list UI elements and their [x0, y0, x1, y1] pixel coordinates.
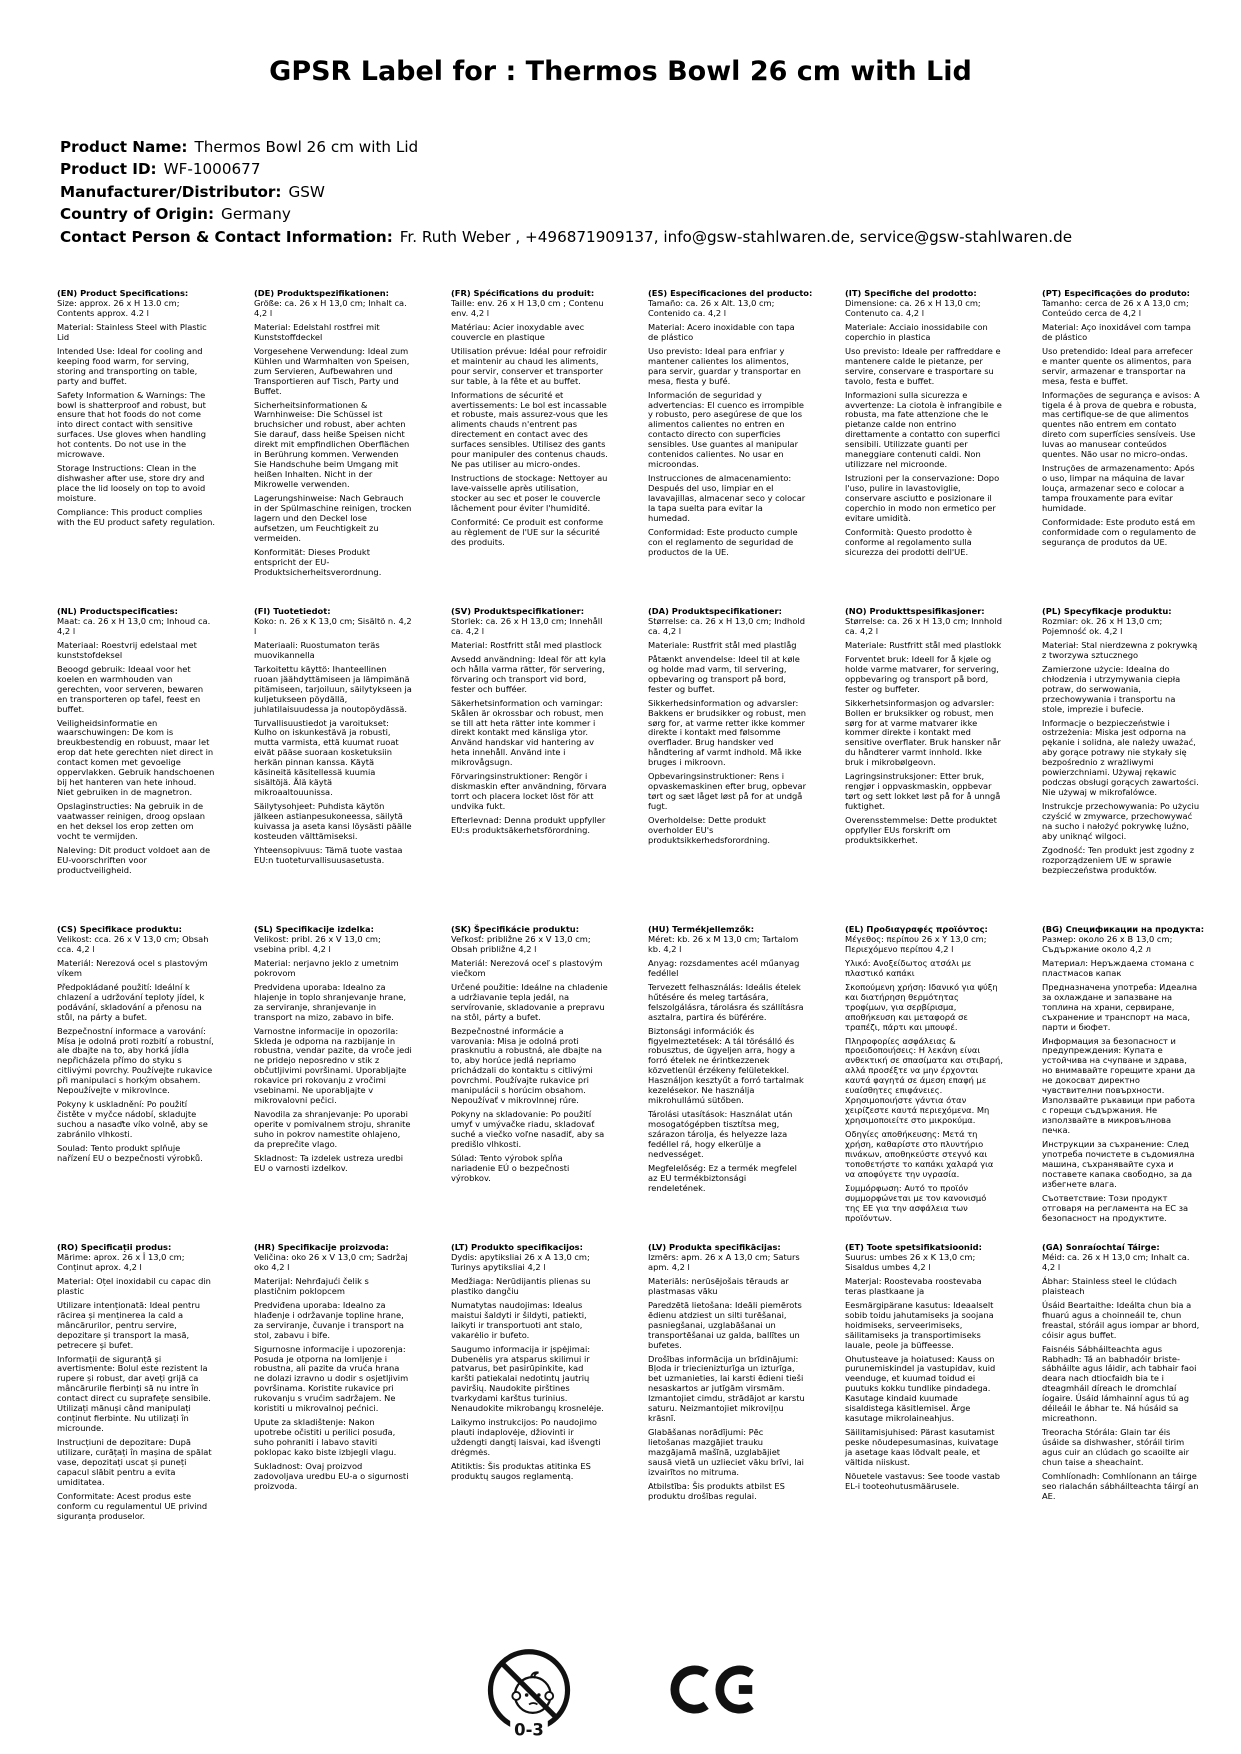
language-block-ga — [1042, 1243, 1200, 1561]
block-paragraph: Instrucciones de almacenamiento: Después del uso, limpiar en el lavavajillas, almacenar seco y colocar la tapa suelta para evitar la humedad. — [648, 473, 806, 524]
block-paragraph: Instruções de armazenamento: Após o uso, limpar na máquina de lavar louça, armazenar seco e colocar a tampa frouxamente para evitar humidade. — [1042, 463, 1195, 514]
block-paragraph: Tamanho: cerca de 26 x A 13,0 cm; Conteúdo cerca de 4,2 l — [1042, 297, 1189, 318]
block-paragraph: Material: Aço inoxidável com tampa de plástico — [1042, 321, 1191, 342]
block-paragraph: Materiale: Acciaio inossidabile con coperchio in plastica — [845, 321, 988, 342]
block-paragraph: Conformidad: Este producto cumple con el reglamento de seguridad de productos de la UE. — [648, 526, 798, 557]
block-title: (DE) Produktspezifikationen: — [254, 288, 389, 298]
block-title: (HU) Termékjellemzők: — [648, 924, 755, 934]
product-info-label: Contact Person & Contact Information: — [60, 227, 393, 246]
block-paragraph: Informazioni sulla sicurezza e avvertenze: La ciotola è infrangibile e robusta, ma fate attenzione che le pietanze calde non entrino direttamente a contatto con superfici sensibili. Utilizzate guanti per maneggiare contenuti caldi. Non utilizzare nel microonde. — [845, 389, 1002, 470]
block-paragraph: Turvallisuustiedot ja varoitukset: Kulho on iskunkestävä ja robusti, mutta varmista, että kuumat ruoat eivät pääse suoraan kosketuksiin herkän pinnan kanssa. Käytä käsineitä käsitellessä kuumia sisältöjä. Älä käytä mikroaaltouunissa. — [254, 717, 399, 798]
block-paragraph: Paredzētā lietošana: Ideāli piemērots ēdienu atdziest un silti turēšanai, pasniegšanai, uzglabāšanai un transportēšanai uz galda, ballītes un bufetes. — [648, 1299, 802, 1350]
language-block-sl — [254, 925, 412, 1243]
product-info-value: Fr. Ruth Weber , +496871909137, info@gsw-stahlwaren.de, service@gsw-stahlwaren.de — [399, 227, 1073, 246]
block-paragraph: Μέγεθος: περίπου 26 x Υ 13,0 cm; Περιεχόμενο περίπου 4,2 l — [845, 933, 987, 954]
block-paragraph: Tervezett felhasználás: Ideális ételek hűtésére és meleg tartására, felszolgálásra, tárolásra és szállításra asztalra, partira és büférére. — [648, 981, 804, 1022]
block-title: (GA) Sonraíochtaí Táirge: — [1042, 1242, 1160, 1252]
block-title: (SK) Špecifikácie produktu: — [451, 924, 580, 934]
block-paragraph: Utilizare intenționată: Ideal pentru răcirea și menținerea la cald a mâncărurilor, pentru servire, depozitare și transport la masă, petrecere și bufet. — [57, 1299, 200, 1350]
block-title: (PT) Especificações do produto: — [1042, 288, 1190, 298]
block-paragraph: Varnostne informacije in opozorila: Skleda je odporna na razbijanje in robustna, vendar pazite, da vroče jedi ne pridejo neposredno v stik z občutljivimi površinami. Uporabljajte rokavice pri rokovanju z vročimi vsebinami. Ne uporabljajte v mikrovalovni pečici. — [254, 1025, 412, 1106]
block-paragraph: Material: Edelstahl rostfrei mit Kunststoffdeckel — [254, 321, 380, 342]
block-paragraph: Material: Stainless Steel with Plastic Lid — [57, 321, 207, 342]
block-paragraph: Σκοπούμενη χρήση: Ιδανικό για ψύξη και διατήρηση θερμότητας τροφίμων, για σερβίρισμα, αποθήκευση και μεταφορά σε τραπέζι, πάρτι και μπουφέ. — [845, 981, 998, 1032]
block-paragraph: Sukladnost: Ovaj proizvod zadovoljava uredbu EU-a o sigurnosti proizvoda. — [254, 1461, 409, 1491]
product-info-value: GSW — [288, 182, 325, 201]
block-paragraph: Предназначена употреба: Идеална за охлаждане и запазване на топлина на храни, сервиране, съхранение и транспорт на маса, парти и бюфет. — [1042, 981, 1198, 1032]
product-info-label: Product ID: — [60, 160, 157, 179]
block-title: (NL) Productspecificaties: — [57, 606, 178, 616]
block-paragraph: Sigurnosne informacije i upozorenja: Posuda je otporna na lomljenje i robustna, ali pazite da vruća hrana ne dolazi izravno u dodir s osjetljivim površinama. Koristite rukavice pri rukovanju s vrućim sadržajem. Ne koristiti u mikrovalnoj pećnici. — [254, 1343, 409, 1414]
block-paragraph: Vorgesehene Verwendung: Ideal zum Kühlen und Warmhalten von Speisen, zum Servieren, Aufbewahren und Transportieren auf Tisch, Party und Buffet. — [254, 345, 410, 396]
block-paragraph: Tarkoitettu käyttö: Ihanteellinen ruoan jäähdyttämiseen ja lämpimänä pitämiseen, tarjoiluun, säilytykseen ja kuljetukseen pöydällä, juhlatilaisuudessa ja noutopöydässä. — [254, 663, 412, 714]
ce-mark-icon — [668, 1651, 760, 1728]
block-paragraph: Utilisation prévue: Idéal pour refroidir et maintenir au chaud les aliments, pour servir, conserver et transporter sur table, à la fête et au buffet. — [451, 345, 607, 386]
block-paragraph: Dydis: apytiksliai 26 x A 13,0 cm; Turinys apytiksliai 4,2 l — [451, 1251, 590, 1272]
block-paragraph: Maat: ca. 26 x H 13,0 cm; Inhoud ca. 4,2 l — [57, 615, 211, 636]
language-block-sk — [451, 925, 609, 1243]
language-block-el — [845, 925, 1003, 1243]
block-paragraph: Drošības informācija un brīdinājumi: Bļoda ir triecienizturīga un izturīga, bet uzmanieties, lai karsti ēdieni tieši nesaskartos ar jutīgām virsmām. Izmantojiet cimdu, strādājot ar karstu saturu. Neizmantojiet mikroviļņu krāsnī. — [648, 1353, 805, 1424]
language-block-et — [845, 1243, 1003, 1561]
block-title: (HR) Specifikacije proizvoda: — [254, 1242, 389, 1252]
block-paragraph: Předpokládané použití: Ideální k chlazení a udržování teploty jídel, k podávání, skladování a přenosu na stůl, na párty a bufet. — [57, 981, 205, 1022]
block-paragraph: Megfelelőség: Ez a termék megfelel az EU termékbiztonsági rendeletének. — [648, 1162, 797, 1193]
block-paragraph: Matériau: Acier inoxydable avec couvercle en plastique — [451, 321, 585, 342]
block-paragraph: Glabāšanas norādījumi: Pēc lietošanas mazgājiet trauku mazgājamā mašīnā, uzglabājiet sausā vietā un uzlieciet vāku brīvi, lai izvairītos no mitruma. — [648, 1427, 804, 1478]
language-block-bg — [1042, 924, 1205, 1243]
block-paragraph: Συμμόρφωση: Αυτό το προϊόν συμμορφώνεται με τον κανονισμό της ΕΕ για την ασφάλεια των προϊόντων. — [845, 1182, 987, 1223]
block-paragraph: Υλικό: Ανοξείδωτος ατσάλι με πλαστικό καπάκι — [845, 957, 972, 978]
block-paragraph: Uso previsto: Ideale per raffreddare e mantenere calde le pietanze, per servire, conservare e trasportare su tavolo, festa e buffet. — [845, 345, 1001, 386]
page-title: GPSR Label for : Thermos Bowl 26 cm with Lid — [269, 56, 972, 87]
block-paragraph: Numatytas naudojimas: Idealus maistui šaldyti ir šildyti, patiekti, laikyti ir transportuoti ant stalo, vakarėlio ir bufeto. — [451, 1299, 587, 1340]
block-title: (FR) Spécifications du produit: — [451, 288, 595, 298]
block-paragraph: Sicherheitsinformationen & Warnhinweise: Die Schüssel ist bruchsicher und robust, aber achten Sie darauf, dass heiße Speisen nicht direkt mit empfindlichen Oberflächen in Berührung kommen. Verwenden Sie Handschuhe beim Umgang mit heißen Inhalten. Nicht in der Mikrowelle verwenden. — [254, 399, 410, 490]
block-title: (DA) Produktspecifikationer: — [648, 606, 782, 616]
block-paragraph: Tamaño: ca. 26 x Alt. 13,0 cm; Contenido ca. 4,2 l — [648, 297, 775, 318]
block-paragraph: Pokyny k uskladnění: Po použití čistěte v myčce nádobí, skladujte suchou a nasaďte víko volně, aby se zabránilo vlhkosti. — [57, 1099, 208, 1140]
block-paragraph: Yhteensopivuus: Tämä tuote vastaa EU:n tuoteturvallisuusasetusta. — [254, 844, 403, 865]
block-title: (SL) Specifikacije izdelka: — [254, 924, 374, 934]
block-title: (LV) Produkta specifikācijas: — [648, 1242, 781, 1252]
block-paragraph: Safety Information & Warnings: The bowl is shatterproof and robust, but ensure that hot foods do not come into direct contact with sensitive surfaces. Use gloves when handling hot contents. Do not use in the microwave. — [57, 389, 207, 460]
block-paragraph: Size: approx. 26 x H 13.0 cm; Contents approx. 4.2 l — [57, 297, 180, 318]
block-paragraph: Größe: ca. 26 x H 13,0 cm; Inhalt ca. 4,2 l — [254, 297, 407, 318]
language-block-de — [254, 289, 412, 607]
product-info-label: Manufacturer/Distributor: — [60, 182, 282, 201]
block-paragraph: Overholdelse: Dette produkt overholder EU's produktsikkerhedsforordning. — [648, 815, 770, 846]
product-info-row — [60, 203, 1072, 225]
block-paragraph: Opslaginstructies: Na gebruik in de vaatwasser reinigen, droog opslaan en het deksel los erop zetten om vocht te vermijden. — [57, 801, 206, 842]
block-paragraph: Conformitate: Acest produs este conform cu regulamentul UE privind siguranța produselor. — [57, 1490, 208, 1521]
language-block-it — [845, 289, 1003, 607]
block-paragraph: Conformidade: Este produto está em conformidade com o regulamento de segurança de produtos da UE. — [1042, 517, 1197, 547]
block-paragraph: Informații de siguranță și avertismente: Bolul este rezistent la rupere și robust, dar aveți grijă ca mâncărurile fierbinți să nu intre în contact direct cu suprafețe sensibile. Utilizați mănuși când manipulați conținut fierbinte. Nu utilizați în microunde. — [57, 1353, 211, 1434]
block-paragraph: Uso pretendido: Ideal para arrefecer e manter quente os alimentos, para servir, armazenar e transportar na mesa, festa e buffet. — [1042, 345, 1193, 386]
block-paragraph: Naleving: Dit product voldoet aan de EU-voorschriften voor productveiligheid. — [57, 844, 211, 875]
language-block-hr — [254, 1243, 412, 1561]
language-block-pl — [1042, 607, 1200, 925]
product-info-row — [60, 181, 1072, 203]
block-paragraph: Intended Use: Ideal for cooling and keeping food warm, for serving, storing and transporting on table, party and buffet. — [57, 345, 203, 386]
block-paragraph: Säilitamisjuhised: Pärast kasutamist peske nõudepesumasinas, kuivatage ja asetage kaas lõdvalt peale, et vältida niiskust. — [845, 1427, 999, 1468]
block-paragraph: Materijal: Nehrđajući čelik s plastičnim poklopcem — [254, 1275, 369, 1296]
block-paragraph: Eesmärgipärane kasutus: Ideaalselt sobib toidu jahutamiseks ja soojana hoidmiseks, serveerimiseks, säilitamiseks ja transportimiseks lauale, peole ja büffeesse. — [845, 1299, 994, 1350]
block-paragraph: Zamierzone użycie: Idealna do chłodzenia i utrzymywania ciepła potraw, do serwowania, przechowywania i transportu na stole, imprezie i bufecie. — [1042, 663, 1181, 714]
block-paragraph: Uso previsto: Ideal para enfriar y mantener calientes los alimentos, para servir, guardar y transportar en mesa, fiesta y bufé. — [648, 345, 801, 386]
language-block-en — [57, 289, 215, 607]
block-paragraph: Material: Acero inoxidable con tapa de plástico — [648, 321, 795, 342]
block-title: (BG) Спецификации на продукта: — [1042, 924, 1205, 934]
block-title: (IT) Specifiche del prodotto: — [845, 288, 977, 298]
block-paragraph: Upute za skladištenje: Nakon upotrebe očistiti u perilici posuđa, suho pohraniti i labavo staviti poklopac kako biste izbjegli vlagu. — [254, 1417, 397, 1458]
block-title: (RO) Specificații produs: — [57, 1242, 172, 1252]
block-paragraph: Sikkerhetsinformasjon og advarsler: Bollen er bruksikker og robust, men sørg for at varme matvarer ikke kommer direkte i kontakt med sensitive overflater. Bruk hansker når du håndterer varmt innhold. Ikke bruk i mikrobølgeovn. — [845, 697, 1001, 768]
product-info-value: Thermos Bowl 26 cm with Lid — [194, 138, 419, 156]
block-title: (ES) Especificaciones del producto: — [648, 288, 813, 298]
product-info-label: Product Name: — [60, 138, 188, 156]
block-paragraph: Materiaal: Roestvrij edelstaal met kunststofdeksel — [57, 639, 197, 660]
block-title: (FI) Tuotetiedot: — [254, 606, 331, 616]
block-paragraph: Určené použitie: Ideálne na chladenie a udržiavanie tepla jedál, na servírovanie, skladovanie a prepravu na stôl, párty a bufet. — [451, 981, 608, 1022]
block-paragraph: Οδηγίες αποθήκευσης: Μετά τη χρήση, καθαρίστε στο πλυντήριο πινάκων, αποθηκεύστε στεγνό και τοποθετήστε το καπάκι χαλαρά για να αποφύγετε την υγρασία. — [845, 1129, 994, 1179]
block-paragraph: Storage Instructions: Clean in the dishwasher after use, store dry and place the lid loosely on top to avoid moisture. — [57, 463, 206, 504]
block-paragraph: Méid: ca. 26 x H 13,0 cm; Inhalt ca. 4,2 l — [1042, 1251, 1190, 1272]
block-paragraph: Velikost: cca. 26 x V 13,0 cm; Obsah cca. 4,2 l — [57, 933, 209, 954]
block-title: (SV) Produktspecifikationer: — [451, 606, 585, 616]
block-paragraph: Veličina: oko 26 x V 13,0 cm; Sadržaj oko 4,2 l — [254, 1251, 408, 1272]
product-info-section — [60, 136, 1072, 248]
block-paragraph: Comhlíonadh: Comhlíonann an táirge seo rialachán sábháilteachta táirgí an AE. — [1042, 1471, 1199, 1501]
block-title: (EN) Product Specifications: — [57, 288, 189, 298]
block-paragraph: Overensstemmelse: Dette produktet oppfyller EUs forskrift om produktsikkerhet. — [845, 815, 997, 846]
language-block-cs — [57, 925, 215, 1243]
block-paragraph: Predvidena uporaba: Idealno za hlajenje in toplo shranjevanje hrane, za serviranje, shranjevanje in transport na mizo, zabavo in bife. — [254, 981, 406, 1022]
block-paragraph: Rozmiar: ok. 26 x H 13,0 cm; Pojemność ok. 4,2 l — [1042, 615, 1163, 636]
block-paragraph: Avsedd användning: Ideal för att kyla och hålla varma rätter, för servering, förvaring och transport vid bord, fester och bufféer. — [451, 653, 607, 694]
block-paragraph: Størrelse: ca. 26 x H 13,0 cm; Innhold ca. 4,2 l — [845, 615, 1002, 636]
block-title: (EL) Προδιαγραφές προϊόντος: — [845, 924, 988, 934]
not-for-children-0-3-icon — [482, 1645, 576, 1745]
language-blocks-grid — [57, 288, 1205, 1561]
block-paragraph: Informacje o bezpieczeństwie i ostrzeżenia: Miska jest odporna na pękanie i solidna, ale należy uważać, aby gorące potrawy nie stykały się bezpośrednio z wrażliwymi powierzchniami. Używaj rękawic podczas obsługi gorących zawartości. Nie używaj w mikrofalówce. — [1042, 717, 1199, 798]
language-block-nl — [57, 607, 215, 925]
block-title: (PL) Specyfikacje produktu: — [1042, 606, 1172, 616]
block-paragraph: Инструкции за съхранение: След употреба почистете в съдомиялна машина, съхранявайте суха и поставете капака свободно, за да избегнете влага. — [1042, 1139, 1195, 1189]
block-paragraph: Lagringsinstruksjoner: Etter bruk, rengjør i oppvaskmaskin, oppbevar tørt og sett lokket løst på for å unngå fuktighet. — [845, 771, 1001, 812]
block-paragraph: Atitiktis: Šis produktas atitinka ES produktų saugos reglamentą. — [451, 1461, 591, 1482]
block-paragraph: Informations de sécurité et avertissements: Le bol est incassable et robuste, mais assurez-vous que les aliments chauds n'entrent pas directement en contact avec des surfaces sensibles. Utilisez des gants pour manipuler des contenus chauds. Ne pas utiliser au micro-ondes. — [451, 389, 608, 470]
block-paragraph: Velikost: pribl. 26 x V 13,0 cm; vsebina pribl. 4,2 l — [254, 933, 381, 954]
compliance-icons-row — [0, 1645, 1241, 1745]
block-paragraph: Soulad: Tento produkt splňuje nařízení EU o bezpečnosti výrobků. — [57, 1143, 203, 1164]
product-info-row — [60, 226, 1072, 248]
block-paragraph: Izmērs: apm. 26 x A 13,0 cm; Saturs apm. 4,2 l — [648, 1251, 800, 1272]
block-paragraph: Anyag: rozsdamentes acél műanyag fedéllel — [648, 957, 800, 978]
language-block-sv — [451, 607, 609, 925]
block-paragraph: Instrucțiuni de depozitare: După utilizare, curățați în mașina de spălat vase, depozitați uscat și puneți capacul slăbit pentru a evita umiditatea. — [57, 1437, 212, 1487]
product-info-row — [60, 158, 1072, 180]
block-paragraph: Información de seguridad y advertencias: El cuenco es irrompible y robusto, pero asegúrese de que los alimentos calientes no entren en contacto directo con superficies sensibles. Use guantes al manipular contenidos calientes. No usar en microondas. — [648, 389, 805, 470]
block-paragraph: Beoogd gebruik: Ideaal voor het koelen en warmhouden van gerechten, voor serveren, bewaren en transporteren op tafel, feest en buffet. — [57, 663, 204, 714]
block-paragraph: Navodila za shranjevanje: Po uporabi operite v pomivalnem stroju, shranite suho in pokrov namestite ohlajeno, da preprečite vlago. — [254, 1109, 411, 1150]
block-paragraph: Säkerhetsinformation och varningar: Skålen är okrossbar och robust, men se till att heta rätter inte kommer i direkt kontakt med känsliga ytor. Använd handskar vid hantering av heta innehåll. Använd inte i mikrovågsugn. — [451, 697, 604, 768]
block-paragraph: Mărime: aprox. 26 x Î 13,0 cm; Conținut aprox. 4,2 l — [57, 1251, 185, 1272]
age-range-label: 0-3 — [513, 1720, 544, 1740]
block-paragraph: Skladnost: Ta izdelek ustreza uredbi EU o varnosti izdelkov. — [254, 1153, 404, 1173]
block-paragraph: Suurus: umbes 26 x K 13,0 cm; Sisaldus umbes 4,2 l — [845, 1251, 976, 1272]
block-paragraph: Bezpečnostné informácie a varovania: Misa je odolná proti prasknutiu a robustná, ale dbajte na to, aby horúce jedlá nepriamo prichádzali do kontaktu s citlivými povrchmi. Používajte rukavice pri manipulácii s horúcim obsahom. Nepoužívať v mikrovlnnej rúre. — [451, 1025, 602, 1106]
block-paragraph: Material: Oțel inoxidabil cu capac din plastic — [57, 1275, 211, 1296]
language-block-lt — [451, 1243, 609, 1561]
block-paragraph: Medžiaga: Nerūdijantis plienas su plastiko dangčiu — [451, 1275, 591, 1296]
block-paragraph: Instrukcje przechowywania: Po użyciu czyścić w zmywarce, przechowywać na sucho i nałożyć pokrywkę luźno, aby uniknąć wilgoci. — [1042, 801, 1200, 842]
block-paragraph: Méret: kb. 26 x M 13,0 cm; Tartalom kb. 4,2 l — [648, 933, 799, 954]
product-info-value: Germany — [221, 205, 291, 224]
block-paragraph: Materiale: Rustfrit stål med plastlåg — [648, 639, 797, 650]
block-paragraph: Størrelse: ca. 26 x H 13,0 cm; Indhold ca. 4,2 l — [648, 615, 805, 636]
block-paragraph: Съответствие: Този продукт отговаря на регламента на ЕС за безопасност на продуктите. — [1042, 1192, 1189, 1223]
block-paragraph: Konformität: Dieses Produkt entspricht der EU-Produktsicherheitsverordnung. — [254, 546, 382, 577]
block-paragraph: Instructions de stockage: Nettoyer au lave-vaisselle après utilisation, stocker au sec et poser le couvercle lâchement pour éviter l'humidité. — [451, 473, 608, 514]
block-paragraph: Compliance: This product complies with the EU product safety regulation. — [57, 507, 216, 528]
block-paragraph: Treoracha Stórála: Glain tar éis úsáide sa dishwasher, stóráil tirim agus cuir an clúdach go scaoilte air chun taise a sheachaint. — [1042, 1427, 1190, 1468]
block-paragraph: Информация за безопасност и предупреждения: Купата е устойчива на счупване и здрава, но внимавайте горещите храни да не докосват директно чувствителни повърхности. Използвайте ръкавици при работа с горещи съдържания. Не използвайте в микровълнова печка. — [1042, 1035, 1196, 1136]
block-paragraph: Zgodność: Ten produkt jest zgodny z rozporządzeniem UE w sprawie bezpieczeństwa produktów. — [1042, 844, 1195, 875]
block-paragraph: Predviđena uporaba: Idealno za hlađenje i održavanje topline hrane, za serviranje, čuvanje i transport na stol, zabavu i bife. — [254, 1299, 404, 1340]
block-paragraph: Materjal: Roostevaba roostevaba teras plastkaane ja — [845, 1275, 982, 1296]
block-paragraph: Lagerungshinweise: Nach Gebrauch in der Spülmaschine reinigen, trocken lagern und den Deckel lose aufsetzen, um Feuchtigkeit zu vermeiden. — [254, 493, 412, 543]
block-paragraph: Súlad: Tento výrobok spĺňa nariadenie EÚ o bezpečnosti výrobkov. — [451, 1153, 570, 1183]
block-paragraph: Ábhar: Stainless steel le clúdach plaisteach — [1042, 1275, 1177, 1296]
product-info-value: WF-1000677 — [163, 160, 261, 179]
block-paragraph: Conformità: Questo prodotto è conforme al regolamento sulla sicurezza dei prodotti dell'UE. — [845, 526, 972, 557]
block-paragraph: Opbevaringsinstruktioner: Rens i opvaskemaskinen efter brug, opbevar tørt og sæt låget løst på for at undgå fugt. — [648, 771, 807, 812]
language-block-no — [845, 607, 1003, 925]
block-paragraph: Materiale: Rustfritt stål med plastlokk — [845, 639, 1002, 650]
language-block-hu — [648, 925, 806, 1243]
block-paragraph: Dimensione: ca. 26 x H 13,0 cm; Contenuto ca. 4,2 l — [845, 297, 981, 318]
block-paragraph: Úsáid Beartaithe: Ideálta chun bia a fhuarú agus a choinneáil te, chun freastal, stóráil agus iompar ar bhord, cóisir agus buffet. — [1042, 1299, 1200, 1340]
block-title: (LT) Produkto specifikacijos: — [451, 1242, 583, 1252]
block-paragraph: Istruzioni per la conservazione: Dopo l'uso, pulire in lavastoviglie, conservare asciutto e posizionare il coperchio in modo non ermetico per evitare umidità. — [845, 473, 1000, 524]
block-paragraph: Sikkerhedsinformation og advarsler: Bakkens er brudsikker og robust, men sørg for, at varme retter ikke kommer direkte i kontakt med følsomme overflader. Brug handsker ved håndtering af varmt indhold. Må ikke bruges i mikroovn. — [648, 697, 806, 768]
block-paragraph: Pokyny na skladovanie: Po použití umyť v umývačke riadu, skladovať suché a viečko voľne nasadiť, aby sa predišlo vlhkosti. — [451, 1109, 605, 1150]
product-info-label: Country of Origin: — [60, 205, 215, 224]
block-paragraph: Nõuetele vastavus: See toode vastab EL-i tooteohutusmäärusele. — [845, 1471, 1001, 1491]
block-paragraph: Материал: Неръждаема стомана с пластмасов капак — [1042, 957, 1195, 978]
block-paragraph: Material: Rostfritt stål med plastlock — [451, 639, 602, 650]
block-paragraph: Storlek: ca. 26 x H 13,0 cm; Innehåll ca. 4,2 l — [451, 615, 603, 636]
language-block-pt — [1042, 289, 1200, 607]
block-paragraph: Ohutusteave ja hoiatused: Kauss on purunemiskindel ja vastupidav, kuid veenduge, et kuumad toidud ei puutuks kokku tundlike pindadega. Kasutage kindaid kuumade sisaldistega käsitlemisel. Ärge kasutage mikrolaineahjus. — [845, 1353, 996, 1424]
block-paragraph: Laikymo instrukcijos: Po naudojimo plauti indaplovėje, džiovinti ir uždengti dangtį laisvai, kad išvengti drėgmės. — [451, 1417, 601, 1458]
block-paragraph: Bezpečnostní informace a varování: Mísa je odolná proti rozbití a robustní, ale dbajte na to, aby horká jídla nepřicházela přímo do styku s citlivými povrchy. Používejte rukavice při manipulaci s horkým obsahem. Nepoužívejte v mikrovlnce. — [57, 1025, 214, 1096]
block-paragraph: Размер: около 26 x В 13,0 cm; Съдържание около 4,2 л — [1042, 933, 1173, 954]
block-paragraph: Taille: env. 26 x H 13,0 cm ; Contenu env. 4,2 l — [451, 297, 604, 318]
block-paragraph: Påtænkt anvendelse: Ideel til at køle og holde mad varm, til servering, opbevaring og transport på bord, fester og buffet. — [648, 653, 800, 694]
block-paragraph: Forventet bruk: Ideell for å kjøle og holde varme matvarer, for servering, oppbevaring og transport på bord, fester og buffeter. — [845, 653, 999, 694]
language-block-da — [648, 607, 806, 925]
block-paragraph: Material: nerjavno jeklo z umetnim pokrovom — [254, 957, 399, 978]
block-title: (NO) Produkttspesifikasjoner: — [845, 606, 985, 616]
block-paragraph: Materiál: Nerezová oceľ s plastovým viečkom — [451, 957, 603, 978]
block-paragraph: Biztonsági információk és figyelmeztetések: A tál törésálló és robusztus, de ügyeljen arra, hogy a forró ételek ne érintkezzenek közvetlenül érzékeny felületekkel. Használjon kesztyűt a forró tartalmak kezelésekor. Ne használja mikrohullámú sütőben. — [648, 1025, 804, 1106]
block-paragraph: Saugumo informacija ir įspėjimai: Dubenėlis yra atsparus skilimui ir patvarus, bet pasirūpinkite, kad karšti patiekalai nedotintų jautrių paviršių. Naudokite pirštines tvarkydami karštus turinius. Nenaudokite mikrobangų krosnelėje. — [451, 1343, 604, 1414]
block-title: (ET) Toote spetsifikatsioonid: — [845, 1242, 982, 1252]
product-info-row — [60, 136, 1072, 158]
block-paragraph: Materiał: Stal nierdzewna z pokrywką z tworzywa sztucznego — [1042, 639, 1198, 660]
language-block-fr — [451, 289, 609, 607]
block-paragraph: Materiāls: nerūsējošais tērauds ar plastmasas vāku — [648, 1275, 789, 1296]
block-paragraph: Materiál: Nerezová ocel s plastovým víkem — [57, 957, 208, 978]
block-paragraph: Informações de segurança e avisos: A tigela é à prova de quebra e robusta, mas certifique-se de que alimentos quentes não entrem em contato direto com superfícies sensíveis. Use luvas ao manusear conteúdos quentes. Não usar no micro-ondas. — [1042, 389, 1200, 460]
block-paragraph: Conformité: Ce produit est conforme au règlement de l'UE sur la sécurité des produits. — [451, 517, 604, 547]
language-block-es — [648, 288, 813, 607]
block-paragraph: Veiligheidsinformatie en waarschuwingen: De kom is breukbestendig en robuust, maar let erop dat hete gerechten niet direct in contact komen met gevoelige oppervlakken. Gebruik handschoenen bij het hanteren van hete inhoud. Niet gebruiken in de magnetron. — [57, 717, 215, 798]
block-paragraph: Veľkosť: približne 26 x V 13,0 cm; Obsah približne 4,2 l — [451, 933, 591, 954]
block-paragraph: Tárolási utasítások: Használat után mosogatógépben tisztítsa meg, szárazon tárolja, és helyezze laza fedéllel rá, hogy elkerülje a nedvességet. — [648, 1109, 793, 1160]
block-paragraph: Säilytysohjeet: Puhdista käytön jälkeen astianpesukoneessa, säilytä kuivassa ja aseta kansi löysästi päälle kosteuden välttämiseksi. — [254, 801, 412, 842]
language-block-ro — [57, 1243, 215, 1561]
block-paragraph: Faisnéis Sábháilteachta agus Rabhadh: Tá an babhadóir briste-sábháilte agus láidir, ach tabhair faoi deara nach dtiocfaidh bia te i dteagmháil díreach le dromchlaí íogaire. Úsáid lámhainní agus tú ag déileáil le ábhar te. Ná húsáid sa micreathonn. — [1042, 1343, 1197, 1424]
block-paragraph: Förvaringsinstruktioner: Rengör i diskmaskin efter användning, förvara torrt och placera locket löst för att undvika fukt. — [451, 771, 607, 812]
block-title: (CS) Specifikace produktu: — [57, 924, 182, 934]
block-paragraph: Atbilstība: Šis produkts atbilst ES produktu drošības regulai. — [648, 1480, 785, 1501]
block-paragraph: Πληροφορίες ασφάλειας & προειδοποιήσεις: Η λεκάνη είναι ανθεκτική σε σπασίματα και στιβαρή, αλλά προσέξτε να μην έρχονται καυτά φαγητά σε άμεση επαφή με ευαίσθητες επιφάνειες. Χρησιμοποιήστε γάντια όταν χειρίζεστε καυτά περιεχόμενα. Μη χρησιμοποιείτε στο μικροκύμα. — [845, 1035, 1003, 1126]
language-block-fi — [254, 607, 412, 925]
block-paragraph: Koko: n. 26 x K 13,0 cm; Sisältö n. 4,2 l — [254, 615, 412, 636]
block-paragraph: Materiaali: Ruostumaton teräs muovikannella — [254, 639, 380, 660]
language-block-lv — [648, 1243, 806, 1561]
block-paragraph: Efterlevnad: Denna produkt uppfyller EU:s produktsäkerhetsförordning. — [451, 815, 606, 836]
